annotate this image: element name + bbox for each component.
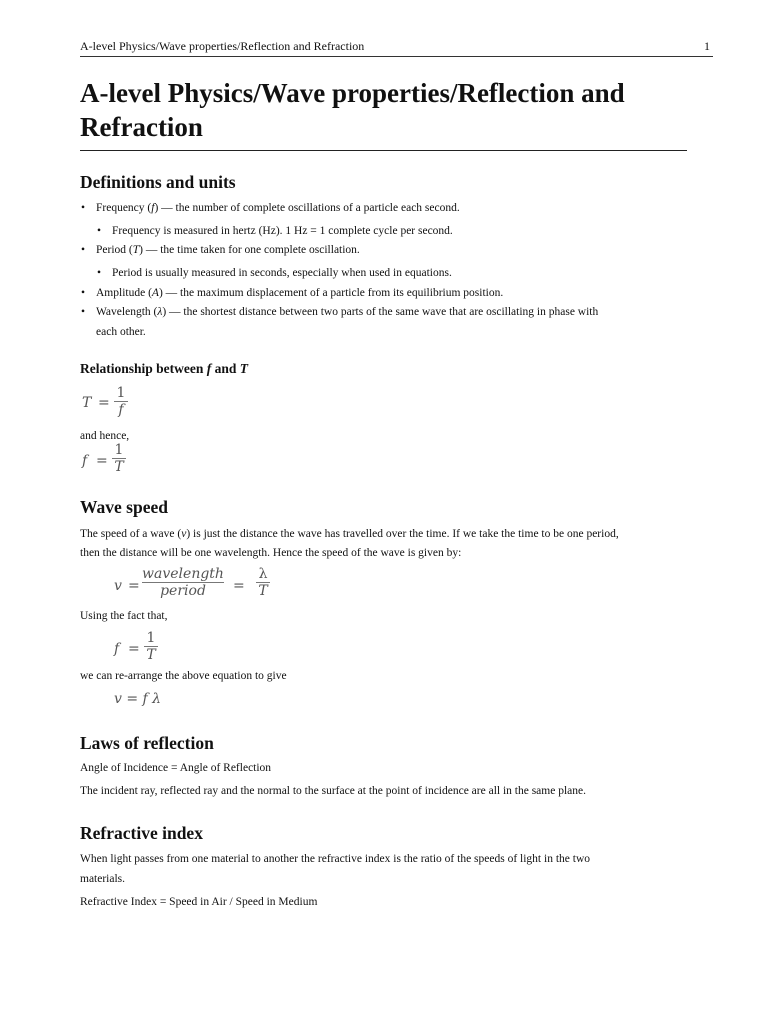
definitions-heading: Definitions and units [80,172,236,192]
fraction: 1 f [114,385,128,418]
bullet-icon: • [81,244,86,256]
bullet-icon: • [81,287,86,299]
list-item-amplitude: • Amplitude (A) — the maximum displacement of a particle from its equilibrium position. [81,287,504,299]
fraction: λ T [256,566,270,599]
refractive-index-formula: Refractive Index = Speed in Air / Speed in Medium [80,896,318,908]
list-item-period-sub: • Period is usually measured in seconds, especially when used in equations. [97,267,452,279]
page-title-line-1: A-level Physics/Wave properties/Reflection and [80,78,625,108]
relationship-heading: Relationship between f and T [80,361,249,376]
bullet-icon: • [81,202,86,214]
page-title-line-2: Refraction [80,112,203,142]
title-divider [80,150,687,151]
refraction-paragraph-line-2: materials. [80,873,126,885]
wave-speed-paragraph-line-2: then the distance will be one wavelength. Hence the speed of the wave is given by: [80,547,462,559]
wave-speed-heading: Wave speed [80,497,168,517]
bullet-icon: • [81,306,86,318]
fraction: wavelength period [142,566,224,599]
equation-f-recall: f = 1 T [112,630,172,670]
and-hence-text: and hence, [80,430,130,442]
equation-period: T = 1 f [80,385,140,425]
wave-speed-paragraph-line-1: The speed of a wave (v) is just the distance the wave has travelled over the time. If we take the time to be one period, [80,528,619,540]
running-header: A-level Physics/Wave properties/Reflection and Refraction [80,39,365,53]
refractive-index-heading: Refractive index [80,823,203,843]
page-title [80,76,700,144]
equation-v-equals-f-lambda: v = f λ [114,691,162,707]
bullet-icon: • [97,267,102,279]
using-fact-text: Using the fact that, [80,610,168,622]
reflection-law-2: The incident ray, reflected ray and the normal to the surface at the point of incidence are all in the same plane. [80,785,586,797]
list-item-frequency-sub: • Frequency is measured in hertz (Hz). 1 Hz = 1 complete cycle per second. [97,225,453,237]
rearrange-text: we can re-arrange the above equation to give [80,670,287,682]
refraction-paragraph-line-1: When light passes from one material to another the refractive index is the ratio of the speeds of light in the two [80,853,590,865]
reflection-law-1: Angle of Incidence = Angle of Reflection [80,762,272,774]
header-divider [80,56,713,57]
list-item-frequency: • Frequency (f) — the number of complete oscillations of a particle each second. [81,202,460,214]
fraction: 1 T [144,630,158,663]
laws-of-reflection-heading: Laws of reflection [80,733,214,753]
page-number: 1 [704,39,710,53]
list-item-wavelength-cont: each other. [96,326,146,338]
bullet-icon: • [97,225,102,237]
list-item-wavelength: • Wavelength (λ) — the shortest distance between two parts of the same wave that are oscillating in phase with [81,306,599,318]
equation-frequency: f = 1 T [80,442,140,482]
fraction: 1 T [112,442,126,475]
equation-wave-speed: v = wavelength period = λ T [112,566,292,608]
list-item-period: • Period (T) — the time taken for one complete oscillation. [81,244,360,256]
